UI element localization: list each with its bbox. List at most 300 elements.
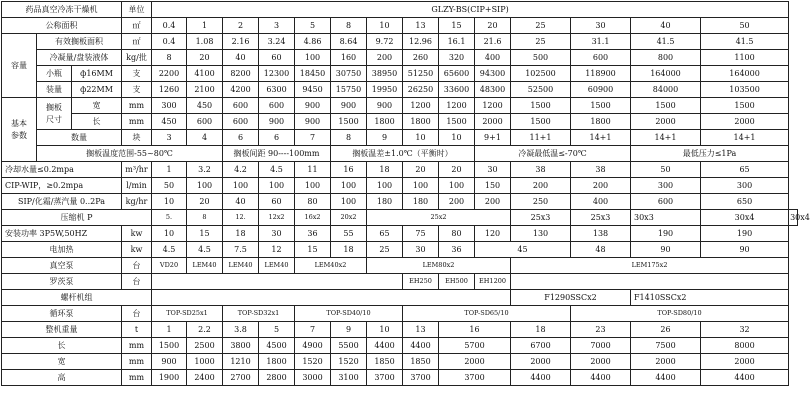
row-area-effective-cell: 16.1 [439,34,475,50]
group-shelf: 搁板 尺寸 [37,98,72,130]
row-dim-length-cell: 3800 [223,338,259,354]
row-sip-cell: 180 [403,194,439,210]
row-area-nominal-cell: 2 [223,18,259,34]
row-cip-cell: 200 [571,178,631,194]
row-cip-cell: l/min [122,178,152,194]
row-shelf-width-cell: 1500 [571,98,631,114]
row-dim-height-cell: 3000 [295,370,331,386]
row-cip-cell: 50 [152,178,187,194]
row-condenser-cell: 320 [439,50,475,66]
row-shelf-length-cell: 2000 [701,114,789,130]
row-condenser-cell: 500 [511,50,571,66]
row-heating [2,242,798,258]
row-shelf-width-cell: 1500 [511,98,571,114]
row-cooling-water-cell: 30 [475,162,511,178]
row-weight-cell: 3.8 [223,322,259,338]
row-vial-22 [2,82,798,98]
row-vial-22-cell: 26250 [403,82,439,98]
row-dim-length-cell: 4900 [295,338,331,354]
row-vial-22-cell: 2100 [187,82,223,98]
row-dim-width [2,354,798,370]
row-dim-height-cell: 3700 [367,370,403,386]
row-shelf-length-cell: 1500 [511,114,571,130]
row-shelf-count-cell: 8 [331,130,367,146]
row-cip-cell: 100 [223,178,259,194]
row-dim-length-cell: 4500 [259,338,295,354]
model-name: GLZY-BS(CIP+SIP) [152,2,789,18]
row-circulation-pump-cell: TOP-SD25x1 [152,306,223,322]
row-heating-cell: 90 [701,242,789,258]
row-shelf-length-cell: 2000 [631,114,701,130]
row-power-cell: 138 [571,226,631,242]
row-shelf-count [2,130,798,146]
row-dim-height-cell: 2400 [187,370,223,386]
row-compressor-cell: 8 [187,210,223,226]
row-weight-cell: 18 [511,322,571,338]
row-compressor-cell: 30x4 [789,210,798,226]
row-area-effective-cell: 8.64 [331,34,367,50]
row-shelf-length-cell: 1800 [403,114,439,130]
row-power-cell: 15 [187,226,223,242]
row-weight-cell: 32 [701,322,789,338]
row-area-nominal-cell: 20 [475,18,511,34]
row-weight-cell: 16 [439,322,511,338]
row-vacuum-pump [2,258,798,274]
row-shelf-count-cell: 7 [295,130,331,146]
row-dim-length-cell: 4400 [403,338,439,354]
row-shelf-length-cell: 900 [295,114,331,130]
row-weight-cell: 26 [631,322,701,338]
row-shelf-count-cell: 10 [403,130,439,146]
row-vacuum-pump-cell: 真空泵 [2,258,122,274]
row-cooling-water-cell: 50 [631,162,701,178]
row-circulation-pump [2,306,798,322]
row-vial-22-cell: 84000 [631,82,701,98]
row-vial-16-cell: 164000 [631,66,701,82]
row-power-cell: 75 [403,226,439,242]
row-dim-width-cell: 2000 [511,354,571,370]
row-dim-length [2,338,798,354]
unit-header: 单位 [122,2,152,18]
row-dim-width-cell: 2000 [571,354,631,370]
row-power-cell: 120 [475,226,511,242]
row-screw-unit-cell: 螺杆机组 [2,290,152,306]
row-weight-cell: 1 [152,322,187,338]
row-vial-22-cell: ф22MM [72,82,122,98]
row-dim-width-cell: 1800 [259,354,295,370]
row-screw-unit [2,290,798,306]
row-vacuum-pump-cell: VD20 [152,258,187,274]
row-shelf-width-cell: 900 [367,98,403,114]
row-cooling-water-cell: 11 [295,162,331,178]
row-shelf-count-cell: 9+1 [475,130,511,146]
row-roots-pump-cell [152,274,403,290]
row-roots-pump-cell: EH1200 [475,274,511,290]
row-shelf-width-cell: 450 [187,98,223,114]
row-sip-cell: 650 [701,194,789,210]
row-roots-pump-cell: 台 [122,274,152,290]
row-sip-cell: 600 [631,194,701,210]
row-dim-height-cell: 4400 [701,370,789,386]
row-condenser-cell: 1100 [701,50,789,66]
row-shelf-params-cell: 搁板温差±1.0℃（平衡时） [331,146,475,162]
row-power-cell: 10 [152,226,187,242]
row-shelf-count-cell: 11+1 [511,130,571,146]
row-cooling-water-cell: 16 [331,162,367,178]
row-cip-cell: CIP-WIP，≥0.2mpa [2,178,122,194]
row-heating-cell: 25 [367,242,403,258]
row-dim-length-cell: 7000 [571,338,631,354]
row-vial-16-cell: 38950 [367,66,403,82]
row-vial-22-cell: 19950 [367,82,403,98]
row-screw-unit-cell [152,290,511,306]
row-dim-height-cell: 1900 [152,370,187,386]
row-dim-length-cell: 7500 [631,338,701,354]
row-compressor-cell: 12x2 [259,210,295,226]
row-vacuum-pump-cell: LEM175x2 [511,258,789,274]
row-shelf-length [2,114,798,130]
row-vial-16-cell: ф16MM [72,66,122,82]
row-shelf-width-cell: mm [122,98,152,114]
row-dim-height-cell: 4400 [631,370,701,386]
row-vial-22-cell: 60900 [571,82,631,98]
row-vial-16 [2,66,798,82]
row-vial-22-cell: 6300 [259,82,295,98]
row-cip-cell: 100 [331,178,367,194]
group-vials-1: 小瓶 [37,66,72,82]
row-shelf-count-cell: 14+1 [571,130,631,146]
row-weight-cell: 2.2 [187,322,223,338]
row-vial-22-cell: 103500 [701,82,789,98]
row-vial-16-cell: 65600 [439,66,475,82]
row-heating-cell: 36 [439,242,475,258]
row-condenser-cell: 20 [187,50,223,66]
row-heating-cell: 48 [571,242,631,258]
row-shelf-length-cell: 1800 [571,114,631,130]
row-weight-cell: 7 [295,322,331,338]
row-area-nominal-cell: 13 [403,18,439,34]
row-compressor-cell: 30x4 [701,210,789,226]
row-power-cell: 190 [631,226,701,242]
row-heating-cell: 12 [259,242,295,258]
row-circulation-pump-cell: TOP-SD65/10 [403,306,571,322]
row-condenser-cell: 8 [152,50,187,66]
row-compressor-cell: 30x3 [631,210,701,226]
row-dim-height-cell: 3700 [439,370,511,386]
row-dim-length-cell: mm [122,338,152,354]
row-cip-cell: 100 [259,178,295,194]
row-dim-height-cell: 3100 [331,370,367,386]
row-cip-cell: 100 [367,178,403,194]
row-power-cell: 30 [259,226,295,242]
header-row [2,2,798,18]
row-weight-cell: 23 [571,322,631,338]
row-roots-pump-cell [511,274,789,290]
row-condenser [2,50,798,66]
row-roots-pump-cell: EH500 [439,274,475,290]
row-condenser-cell: 冷凝量/盘装液体 [37,50,122,66]
row-vial-22-cell: 支 [122,82,152,98]
row-sip [2,194,798,210]
row-compressor [2,210,798,226]
row-vacuum-pump-cell: 台 [122,258,152,274]
row-sip-cell: kg/hr [122,194,152,210]
row-vial-16-cell: 118900 [571,66,631,82]
group-capacity: 容量 [2,34,37,98]
row-dim-width-cell: 1520 [331,354,367,370]
row-cip-cell: 300 [701,178,789,194]
row-shelf-width-cell: 1200 [475,98,511,114]
row-vial-16-cell: 支 [122,66,152,82]
row-shelf-width-cell: 1500 [631,98,701,114]
row-area-nominal-cell: 3 [259,18,295,34]
row-area-nominal-cell: 8 [331,18,367,34]
row-sip-cell: 100 [331,194,367,210]
row-compressor-cell: 25x3 [571,210,631,226]
row-screw-unit-cell: F1290SSCx2 [511,290,631,306]
row-weight [2,322,798,338]
row-shelf-width-cell: 900 [295,98,331,114]
row-circulation-pump-cell: 台 [122,306,152,322]
row-dim-length-cell: 5700 [439,338,511,354]
row-area-nominal-cell: 公称面积 [2,18,122,34]
row-area-effective-cell: 41.5 [701,34,789,50]
row-shelf-count-cell: 6 [259,130,295,146]
row-area-effective-cell: ㎡ [122,34,152,50]
row-power-cell: 36 [295,226,331,242]
row-shelf-count-cell: 10 [439,130,475,146]
row-dim-width-cell: mm [122,354,152,370]
row-shelf-params-cell: 冷凝最低温≤-70℃ [475,146,631,162]
row-shelf-count-cell: 块 [122,130,152,146]
row-heating-cell: 30 [403,242,439,258]
row-cooling-water [2,162,798,178]
row-dim-width-cell: 1850 [367,354,403,370]
row-power-cell: 80 [439,226,475,242]
row-power-cell: 18 [223,226,259,242]
row-dim-height-cell: mm [122,370,152,386]
row-area-effective-cell: 有效搁板面积 [37,34,122,50]
row-heating-cell: 15 [295,242,331,258]
row-area-effective-cell: 2.16 [223,34,259,50]
row-sip-cell: 200 [475,194,511,210]
row-shelf-length-cell: 2000 [475,114,511,130]
row-cooling-water-cell: 3.2 [187,162,223,178]
row-compressor-cell: 20x2 [331,210,367,226]
row-dim-height [2,370,798,386]
row-cip-cell: 300 [631,178,701,194]
row-area-nominal-cell: 0.4 [152,18,187,34]
row-power-cell: 65 [367,226,403,242]
row-area-nominal-cell: 1 [187,18,223,34]
row-vial-22-cell: 9450 [295,82,331,98]
row-area-effective-cell: 41.5 [631,34,701,50]
row-shelf-count-cell: 3 [152,130,187,146]
row-shelf-width-cell: 600 [259,98,295,114]
row-dim-width-cell: 2000 [701,354,789,370]
row-cooling-water-cell: 20 [403,162,439,178]
row-vial-16-cell: 164000 [701,66,789,82]
row-dim-width-cell: 宽 [2,354,122,370]
row-shelf-width-cell: 600 [223,98,259,114]
row-shelf-params-cell: 搁板间距 90----100mm [223,146,331,162]
row-dim-height-cell: 3700 [403,370,439,386]
row-heating-cell: 7.5 [223,242,259,258]
row-cooling-water-cell: 18 [367,162,403,178]
row-shelf-length-cell: 600 [187,114,223,130]
row-area-effective-cell: 1.08 [187,34,223,50]
row-dim-height-cell: 4400 [511,370,571,386]
row-vial-16-cell: 94300 [475,66,511,82]
row-area-effective-cell: 21.6 [475,34,511,50]
row-dim-height-cell: 2700 [223,370,259,386]
row-shelf-params [2,146,798,162]
row-shelf-params-cell: 搁板温度范围-55~80℃ [37,146,223,162]
row-shelf-width [2,98,798,114]
row-dim-width-cell: 2000 [439,354,511,370]
row-condenser-cell: 600 [571,50,631,66]
row-shelf-count-cell: 数量 [37,130,122,146]
row-condenser-cell: 200 [367,50,403,66]
row-condenser-cell: 100 [295,50,331,66]
row-vial-22-cell: 4200 [223,82,259,98]
row-vial-16-cell: 2200 [152,66,187,82]
row-circulation-pump-cell: TOP-SD40/10 [295,306,403,322]
row-cip [2,178,798,194]
row-vial-22-cell: 52500 [511,82,571,98]
row-cooling-water-cell: 4.5 [259,162,295,178]
row-power-cell: 安装功率 3P5W,50HZ [2,226,122,242]
row-compressor-cell: 16x2 [295,210,331,226]
row-heating-cell: 90 [631,242,701,258]
row-vial-16-cell: 8200 [223,66,259,82]
row-area-nominal-cell: ㎡ [122,18,152,34]
row-shelf-length-cell: 长 [72,114,122,130]
row-area-nominal-cell: 25 [511,18,571,34]
row-shelf-length-cell: 1500 [439,114,475,130]
row-vacuum-pump-cell: LEM40 [223,258,259,274]
row-shelf-params-cell: 最低压力≤1Pa [631,146,789,162]
row-dim-length-cell: 6700 [511,338,571,354]
row-dim-length-cell: 2500 [187,338,223,354]
row-cooling-water-cell: 20 [439,162,475,178]
row-dim-width-cell: 1520 [295,354,331,370]
row-cip-cell: 150 [475,178,511,194]
group-basic: 基本 参数 [2,98,37,162]
row-area-nominal-cell: 40 [631,18,701,34]
row-vial-22-cell: 1260 [152,82,187,98]
row-roots-pump-cell: 罗茨泵 [2,274,122,290]
row-cooling-water-cell: 65 [701,162,789,178]
row-dim-width-cell: 1850 [403,354,439,370]
row-shelf-count-cell: 6 [223,130,259,146]
row-weight-cell: 13 [403,322,439,338]
row-dim-height-cell: 4400 [571,370,631,386]
row-weight-cell: 整机重量 [2,322,122,338]
row-compressor-cell: 12. [223,210,259,226]
row-compressor-cell: 压缩机 P [2,210,152,226]
row-shelf-length-cell: 1500 [331,114,367,130]
row-dim-height-cell: 2800 [259,370,295,386]
row-weight-cell: 9 [331,322,367,338]
row-sip-cell: 250 [511,194,571,210]
row-sip-cell: 400 [571,194,631,210]
row-cip-cell: 200 [511,178,571,194]
row-shelf-count-cell: 14+1 [631,130,701,146]
row-heating-cell: 电加热 [2,242,122,258]
row-cip-cell: 100 [403,178,439,194]
row-vial-22-cell: 48300 [475,82,511,98]
row-heating-cell: 45 [475,242,571,258]
row-power-cell: 130 [511,226,571,242]
row-condenser-cell: 160 [331,50,367,66]
row-heating-cell: 18 [331,242,367,258]
row-shelf-width-cell: 1500 [701,98,789,114]
row-weight-cell: 5 [259,322,295,338]
row-vacuum-pump-cell: LEM40 [259,258,295,274]
row-vial-16-cell: 12300 [259,66,295,82]
row-condenser-cell: 260 [403,50,439,66]
row-area-effective-cell: 25 [511,34,571,50]
row-area-effective-cell: 9.72 [367,34,403,50]
row-dim-height-cell: 高 [2,370,122,386]
row-area-effective-cell: 0.4 [152,34,187,50]
row-cooling-water-cell: 38 [571,162,631,178]
row-sip-cell: 80 [295,194,331,210]
row-sip-cell: 40 [223,194,259,210]
row-area-nominal-cell: 30 [571,18,631,34]
row-dim-length-cell: 1500 [152,338,187,354]
row-sip-cell: 200 [439,194,475,210]
row-condenser-cell: kg/批 [122,50,152,66]
row-area-nominal-cell: 5 [295,18,331,34]
row-area-nominal-cell: 15 [439,18,475,34]
row-screw-unit-cell: F1410SSCx2 [631,290,789,306]
row-heating-cell: kw [122,242,152,258]
row-cooling-water-cell: 冷却水量≤0.2mpa [2,162,122,178]
row-cip-cell: 100 [439,178,475,194]
row-dim-length-cell: 4400 [367,338,403,354]
row-circulation-pump-cell: 循环泵 [2,306,122,322]
row-dim-width-cell: 1210 [223,354,259,370]
row-dim-length-cell: 8000 [701,338,789,354]
row-vial-16-cell: 4100 [187,66,223,82]
row-area-effective-cell: 3.24 [259,34,295,50]
row-heating-cell: 4.5 [187,242,223,258]
row-power-cell: kw [122,226,152,242]
row-shelf-length-cell: 900 [259,114,295,130]
row-dim-width-cell: 1000 [187,354,223,370]
row-cooling-water-cell: 38 [511,162,571,178]
row-cooling-water-cell: 4.2 [223,162,259,178]
row-dim-length-cell: 长 [2,338,122,354]
row-sip-cell: 60 [259,194,295,210]
row-shelf-length-cell: 450 [152,114,187,130]
row-roots-pump-cell: EH250 [403,274,439,290]
row-circulation-pump-cell: TOP-SD32x1 [223,306,295,322]
row-shelf-length-cell: 600 [223,114,259,130]
row-dim-width-cell: 2000 [631,354,701,370]
row-power-cell: 55 [331,226,367,242]
row-shelf-width-cell: 1200 [439,98,475,114]
row-condenser-cell: 60 [259,50,295,66]
row-condenser-cell: 800 [631,50,701,66]
row-area-nominal-cell: 10 [367,18,403,34]
row-condenser-cell: 40 [223,50,259,66]
table-title: 药品真空冷冻干燥机 [2,2,122,18]
row-dim-width-cell: 900 [152,354,187,370]
row-condenser-cell: 400 [475,50,511,66]
